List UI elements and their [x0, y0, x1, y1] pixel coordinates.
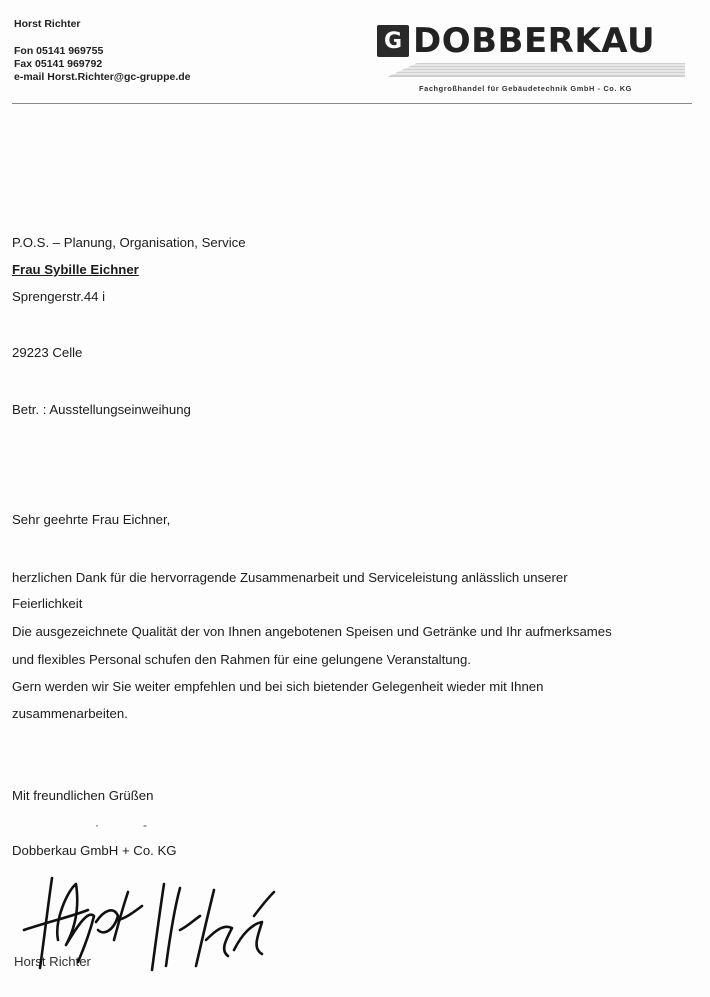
logo-stripes-icon: [387, 63, 685, 85]
recipient-company: P.O.S. – Planung, Organisation, Service: [12, 235, 246, 250]
company-logo: [377, 21, 682, 102]
sender-fax: Fax 05141 969792: [14, 58, 103, 70]
body-line: herzlichen Dank für die hervorragende Zusammenarbeit und Serviceleistung anlässlich unserer: [12, 570, 568, 585]
sender-name: Horst Richter: [14, 18, 81, 30]
body-line: Gern werden wir Sie weiter empfehlen und bei sich bietender Gelegenheit wieder mit Ihnen: [12, 679, 544, 694]
recipient-street: Sprengerstr.44 i: [12, 289, 106, 304]
logo-tagline: Fachgroßhandel für Gebäudetechnik GmbH - Co. KG: [419, 84, 632, 93]
signature-printed-name: Horst Richter: [14, 954, 91, 969]
scan-speck: -: [143, 818, 147, 832]
header-divider: [12, 103, 692, 104]
logo-mark-icon: G: [377, 25, 409, 57]
salutation: Sehr geehrte Frau Eichner,: [12, 512, 171, 527]
subject-line: Betr. : Ausstellungseinweihung: [12, 402, 191, 417]
recipient-city: 29223 Celle: [12, 345, 83, 360]
body-line: Die ausgezeichnete Qualität der von Ihnen angebotenen Speisen und Getränke und Ihr aufmerksames: [12, 624, 612, 639]
logo-company-name: DOBBERKAU: [413, 21, 656, 61]
body-line: und flexibles Personal schufen den Rahmen für eine gelungene Veranstaltung.: [12, 652, 471, 667]
closing-company: Dobberkau GmbH + Co. KG: [12, 843, 177, 858]
recipient-name: Frau Sybille Eichner: [12, 262, 139, 277]
sender-phone: Fon 05141 969755: [14, 45, 104, 57]
sender-block: [14, 18, 191, 84]
handwritten-signature-icon: [18, 870, 288, 980]
body-line: Feierlichkeit: [12, 596, 83, 611]
scan-speck: ·: [95, 818, 99, 832]
sender-email: e-mail Horst.Richter@gc-gruppe.de: [14, 71, 191, 83]
body-line: zusammenarbeiten.: [12, 706, 128, 721]
closing: Mit freundlichen Grüßen: [12, 788, 154, 803]
